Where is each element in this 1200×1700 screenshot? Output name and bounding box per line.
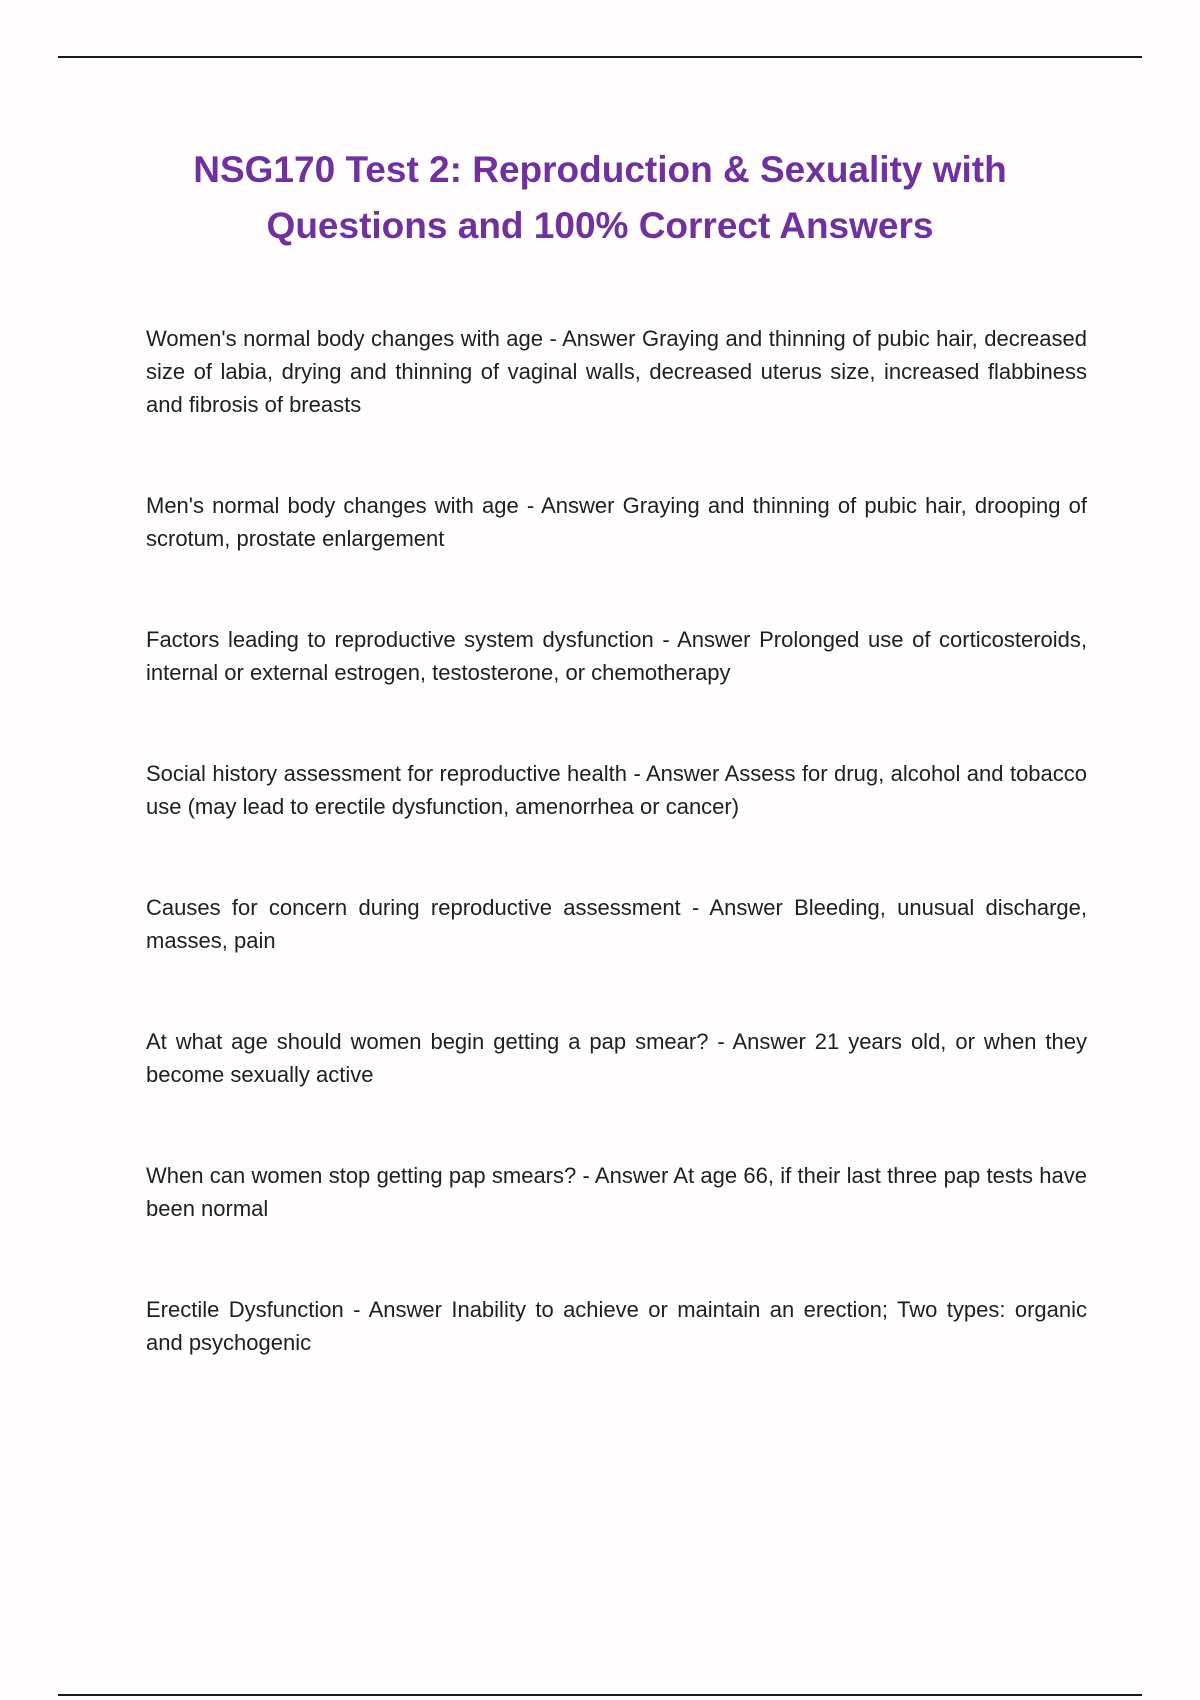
qa-item: [146, 1025, 1087, 1091]
qa-item: [146, 1293, 1087, 1359]
answer-text: Inability to achieve or maintain an erection; Two types: organic and psychogenic: [146, 1297, 1087, 1355]
answer-separator: - Answer: [518, 493, 623, 518]
question-text: When can women stop getting pap smears?: [146, 1163, 577, 1188]
qa-item: [146, 623, 1087, 689]
answer-text: Graying and thinning of pubic hair, decreased size of labia, drying and thinning of vaginal walls, decreased uterus size, increased flabbiness and fibrosis of breasts: [146, 326, 1088, 417]
answer-text: Assess for drug, alcohol and tobacco use (may lead to erectile dysfunction, amenorrhea or cancer): [146, 761, 1088, 819]
answer-separator: - Answer: [576, 1163, 674, 1188]
question-text: Causes for concern during reproductive assessment: [146, 895, 681, 920]
qa-list: [146, 322, 1087, 1359]
question-text: Erectile Dysfunction: [146, 1297, 344, 1322]
question-text: At what age should women begin getting a pap smear?: [146, 1029, 709, 1054]
title-line-2: Questions and 100% Correct Answers: [266, 205, 934, 246]
question-text: Social history assessment for reproductive health: [146, 761, 627, 786]
qa-item: [146, 322, 1087, 421]
qa-item: [146, 757, 1087, 823]
answer-text: Graying and thinning of pubic hair, drooping of scrotum, prostate enlargement: [146, 493, 1087, 551]
answer-text: Prolonged use of corticosteroids, internal or external estrogen, testosterone, or chemotherapy: [146, 627, 1087, 685]
answer-separator: - Answer: [627, 761, 725, 786]
question-text: Women's normal body changes with age: [146, 326, 544, 351]
qa-item: [146, 1159, 1087, 1225]
title-line-1: NSG170 Test 2: Reproduction & Sexuality with: [193, 149, 1007, 190]
answer-separator: - Answer: [343, 1297, 452, 1322]
answer-text: At age 66, if their last three pap tests have been normal: [146, 1163, 1088, 1221]
qa-item: [146, 489, 1087, 555]
answer-separator: - Answer: [680, 895, 795, 920]
top-rule: [58, 56, 1142, 58]
answer-separator: - Answer: [543, 326, 642, 351]
qa-item: [146, 891, 1087, 957]
bottom-rule: [58, 1694, 1142, 1696]
answer-separator: - Answer: [708, 1029, 815, 1054]
answer-text: 21 years old, or when they become sexually active: [146, 1029, 1088, 1087]
answer-separator: - Answer: [653, 627, 760, 652]
question-text: Men's normal body changes with age: [146, 493, 519, 518]
document-title: [120, 142, 1080, 254]
question-text: Factors leading to reproductive system dysfunction: [146, 627, 654, 652]
answer-text: Bleeding, unusual discharge, masses, pain: [146, 895, 1088, 953]
